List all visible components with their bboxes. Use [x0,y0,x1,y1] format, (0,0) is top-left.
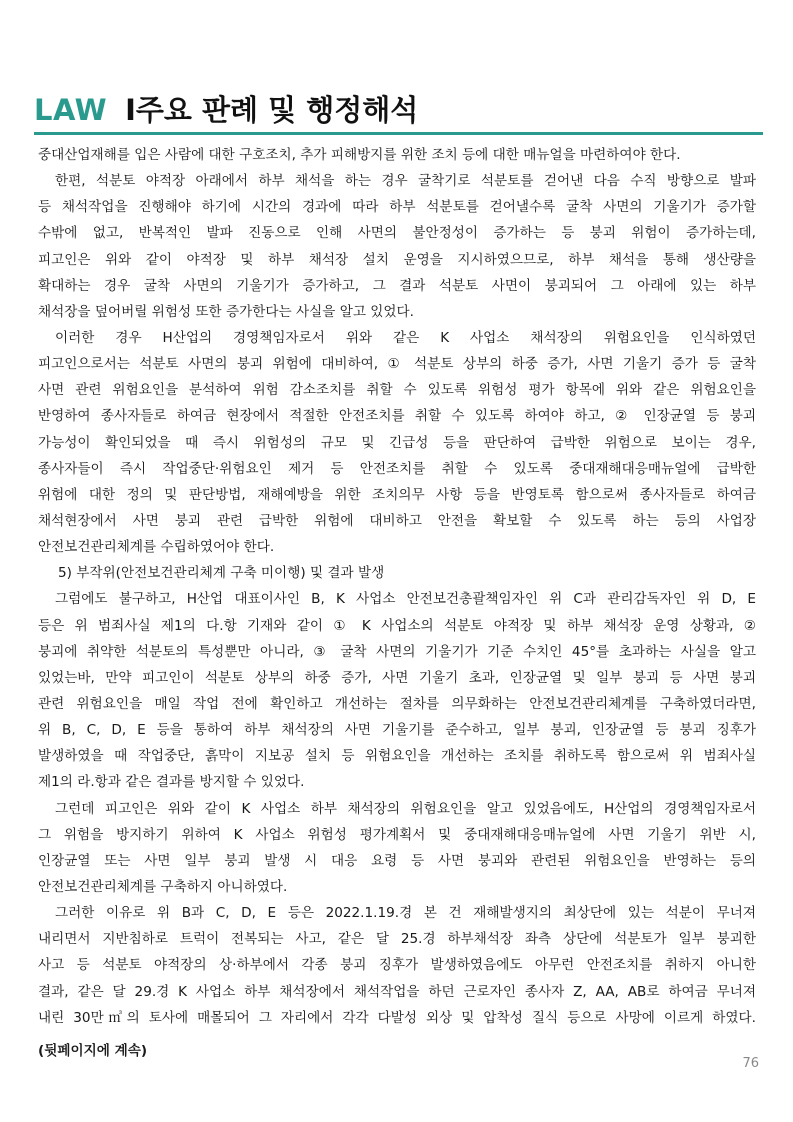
text-line: 인장균열 또는 사면 일부 붕괴 발생 시 대응 요령 등 사면 붕괴와 관련된 위험요인을 반영하는 등의 [38,852,756,869]
text-line: 피고인으로서는 석분토 사면의 붕괴 위험에 대비하여, ① 석분토 상부의 하중 증가, 사면 기울기 증가 등 굴착 [38,356,756,373]
text-line: 발생하였을 때 작업중단, 흙막이 지보공 설치 등 위험요인을 개선하는 조치를 취하도록 함으로써 위 범죄사실 [38,748,756,765]
section-label: LAW [34,93,108,127]
page-title: Ⅰ주요 판례 및 행정해석 [125,93,419,127]
text-line: 안전보건관리체계를 구축하지 아니하였다. [38,878,288,895]
text-line: 5) 부작위(안전보건관리체계 구축 미이행) 및 결과 발생 [58,565,385,582]
text-line: 위험에 대한 정의 및 판단방법, 재해예방을 위한 조치의무 사항 등을 반영토록 함으로써 종사자들로 하여금 [38,486,756,503]
text-line: 그러한 이유로 위 B과 C, D, E 등은 2022.1.19.경 본 건 재해발생지의 최상단에 있는 석분이 무너져 [55,905,756,922]
text-line: 붕괴에 취약한 석분토의 특성뿐만 아니라, ③ 굴착 사면의 기울기가 기준 수치인 45°를 초과하는 사실을 알고 [38,643,756,660]
text-line: 등은 위 범죄사실 제1의 다.항 기재와 같이 ① K 사업소의 석분토 야적장 및 하부 채석장 운영 상황과, ② [38,617,756,634]
text-line: 그 위험을 방지하기 위하여 K 사업소 위험성 평가계획서 및 중대재해대응매뉴얼에 사면 기울기 위반 시, [38,826,756,843]
page-number: 76 [742,1056,759,1071]
text-line: 채석장을 덮어버릴 위험성 또한 증가한다는 사실을 알고 있었다. [38,303,414,320]
text-line: 안전보건관리체계를 수립하였어야 한다. [38,539,275,556]
text-line: 반영하여 종사자들로 하여금 현장에서 적절한 안전조치를 취할 수 있도록 하여야 하고, ② 인장균열 등 붕괴 [38,408,756,425]
text-line: 관련 위험요인을 매일 작업 전에 확인하고 개선하는 절차를 의무화하는 안전보건관리체계를 구축하였더라면, [38,695,756,712]
text-line: 결과, 같은 달 29.경 K 사업소 하부 채석장에서 채석작업을 하던 근로자인 종사자 Z, AA, AB로 하여금 무너져 [38,983,756,1000]
text-line: 있었는바, 만약 피고인이 석분토 상부의 하중 증가, 사면 기울기 초과, 인장균열 및 일부 붕괴 등 사면 붕괴 [38,669,756,686]
text-line: 피고인은 위와 같이 야적장 및 하부 채석장 설치 운영을 지시하였으므로, 하부 채석을 통해 생산량을 [38,251,756,268]
page-header [34,88,418,128]
body-text [38,142,756,1031]
text-line: 사면 관련 위험요인을 분석하여 위험 감소조치를 취할 수 있도록 위험성 평가 항목에 위와 같은 위험요인을 [38,382,756,399]
text-line: 종사자들이 즉시 작업중단·위험요인 제거 등 안전조치를 취할 수 있도록 중대재해대응매뉴얼에 급박한 [38,460,756,477]
text-line: 사고 등 석분토 야적장의 상·하부에서 각종 붕괴 징후가 발생하였음에도 아무런 안전조치를 취하지 아니한 [38,957,756,974]
text-line: 내린 30만㎥의 토사에 매몰되어 그 자리에서 각각 다발성 외상 및 압착성 질식 등으로 사망에 이르게 하였다. [38,1009,756,1026]
header-divider [34,132,763,135]
text-line: 채석현장에서 사면 붕괴 관련 급박한 위험에 대비하고 안전을 확보할 수 있도록 하는 등의 사업장 [38,512,756,529]
text-line: 그럼에도 불구하고, H산업 대표이사인 B, K 사업소 안전보건총괄책임자인 위 C과 관리감독자인 위 D, E [55,591,756,608]
text-line: 내리면서 지반침하로 트럭이 전복되는 사고, 같은 달 25.경 하부채석장 좌측 상단에 석분토가 일부 붕괴한 [38,931,756,948]
text-line: 제1의 라.항과 같은 결과를 방지할 수 있었다. [38,774,305,791]
text-line: 한편, 석분토 야적장 아래에서 하부 채석을 하는 경우 굴착기로 석분토를 걷어낸 다음 수직 방향으로 발파 [55,173,756,190]
text-line: 이러한 경우 H산업의 경영책임자로서 위와 같은 K 사업소 채석장의 위험요인을 인식하였던 [55,329,756,346]
continued-note: (뒷페이지에 계속) [38,1043,148,1059]
text-line: 수밖에 없고, 반복적인 발파 진동으로 인해 사면의 불안정성이 증가하는 등 붕괴 위험이 증가하는데, [38,225,756,242]
text-line: 가능성이 확인되었을 때 즉시 위험성의 규모 및 긴급성 등을 판단하여 급박한 위험으로 보이는 경우, [38,434,756,451]
text-line: 중대산업재해를 입은 사람에 대한 구호조치, 추가 피해방지를 위한 조치 등에 대한 매뉴얼을 마련하여야 한다. [38,147,681,163]
text-line: 등 채석작업을 진행해야 하기에 시간의 경과에 따라 하부 석분토를 걷어낼수록 굴착 사면의 기울기가 증가할 [38,199,756,216]
text-line: 확대하는 경우 굴착 사면의 기울기가 증가하고, 그 결과 석분토 사면이 붕괴되어 그 아래에 있는 하부 [38,277,756,294]
text-line: 그런데 피고인은 위와 같이 K 사업소 하부 채석장의 위험요인을 알고 있었음에도, H산업의 경영책임자로서 [55,800,756,817]
text-line: 위 B, C, D, E 등을 통하여 하부 채석장의 사면 기울기를 준수하고, 일부 붕괴, 인장균열 등 붕괴 징후가 [38,722,756,739]
